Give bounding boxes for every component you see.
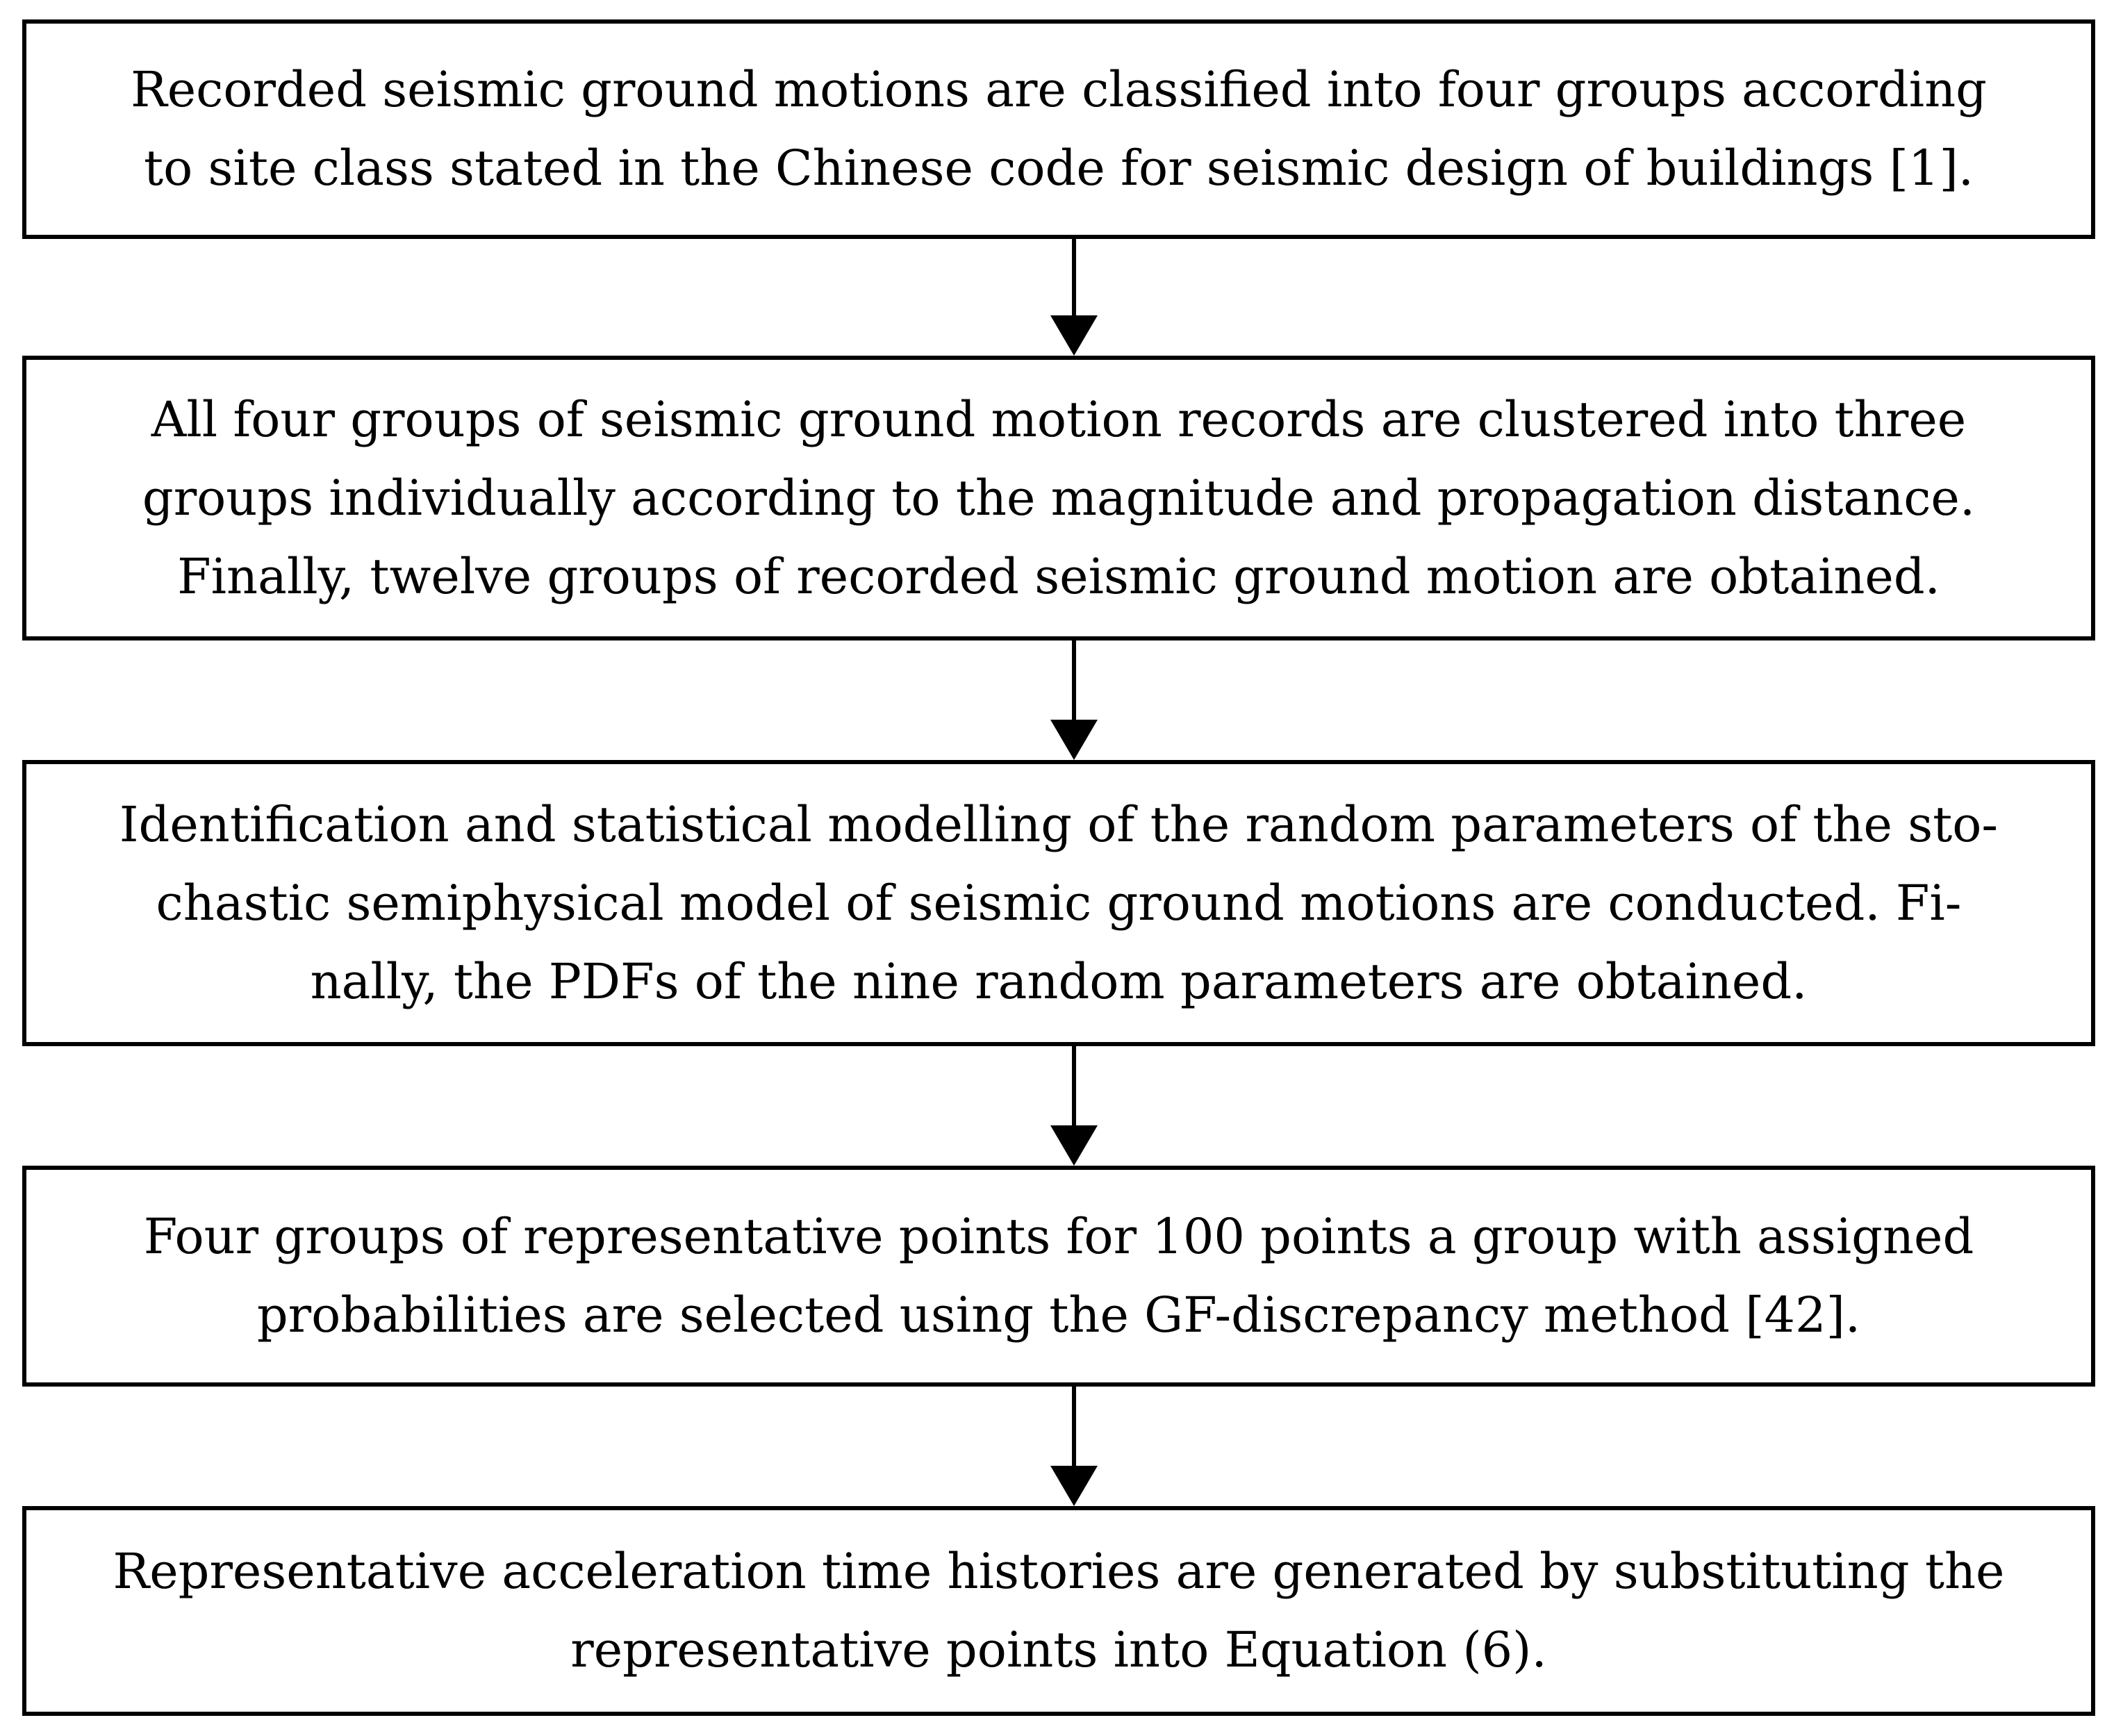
arrow-down-icon: [1050, 640, 1098, 760]
step-5-line-2: representative points into Equation (6).: [570, 1621, 1547, 1678]
step-4-box: [22, 1166, 2095, 1387]
step-3-line-3: nally, the PDFs of the nine random parameters are obtained.: [310, 952, 1808, 1010]
arrow-4-head: [1050, 1466, 1098, 1506]
step-1-box: [22, 19, 2095, 239]
arrow-down-icon: [1050, 1046, 1098, 1166]
arrow-3-shaft: [1072, 1046, 1076, 1127]
step-4-line-2: probabilities are selected using the GF-discrepancy method [42].: [256, 1287, 1861, 1344]
step-2-line-3: Finally, twelve groups of recorded seismic ground motion are obtained.: [177, 547, 1940, 605]
step-2-line-2: groups individually according to the magnitude and propagation distance.: [142, 469, 1976, 527]
arrow-1-shaft: [1072, 239, 1076, 317]
step-5-box: [22, 1506, 2095, 1716]
step-3-box: [22, 760, 2095, 1046]
arrow-down-icon: [1050, 1387, 1098, 1506]
step-4-line-1: Four groups of representative points for 100 points a group with assigned: [143, 1208, 1974, 1265]
arrow-1-head: [1050, 315, 1098, 356]
step-2-box: [22, 356, 2095, 640]
step-3-line-1: Identification and statistical modelling of the random parameters of the sto-: [119, 795, 1999, 853]
arrow-down-icon: [1050, 239, 1098, 356]
arrow-2-head: [1050, 720, 1098, 760]
step-1-line-2: to site class stated in the Chinese code for seismic design of buildings [1].: [143, 140, 1974, 197]
arrow-4-shaft: [1072, 1387, 1076, 1467]
step-1-line-1: Recorded seismic ground motions are classified into four groups according: [131, 61, 1987, 118]
arrow-3-head: [1050, 1125, 1098, 1166]
step-2-line-1: All four groups of seismic ground motion records are clustered into three: [151, 390, 1967, 448]
step-5-line-1: Representative acceleration time histories are generated by substituting the: [113, 1543, 2005, 1600]
arrow-2-shaft: [1072, 640, 1076, 721]
step-3-line-2: chastic semiphysical model of seismic ground motions are conducted. Fi-: [156, 874, 1962, 932]
